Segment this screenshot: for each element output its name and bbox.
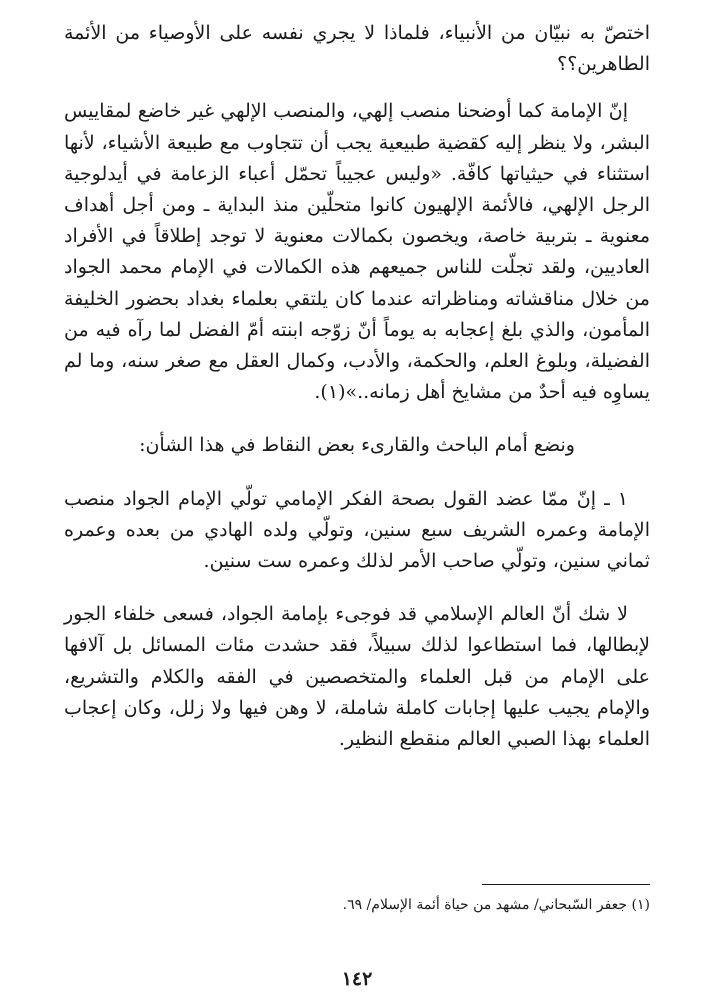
paragraph-spacer <box>64 80 650 96</box>
body-paragraph-5: لا شك أنّ العالم الإسلامي قد فوجىء بإمامة الجواد، فسعى خلفاء الجور لإبطالها، فما استطاعوا لذلك سبيلاً، فقد حشدت مئات المسائل بل آلافها على الإمام من قبل العلماء والمتخصصين في الفقه والكلام والتشريع، والإمام يجيب عليها إجابات كاملة شاملة، لا وهن فيها ولا زلل، وكان إعجاب العلماء بهذا الصبي العالم منقطع النظير. <box>64 603 650 751</box>
paragraph-spacer <box>64 462 650 484</box>
paragraph-spacer <box>64 408 650 430</box>
body-paragraph-3: ونضع أمام الباحث والقارىء بعض النقاط في هذا الشأن: <box>139 434 575 457</box>
page-number: ١٤٢ <box>341 968 373 990</box>
footnote: (١) جعفر السّبحاني/ مشهد من حياة أئمة الإسلام/ ٦٩. <box>342 897 650 913</box>
body-paragraph-4: ١ ـ إنّ ممّا عضد القول بصحة الفكر الإمامي تولّي الإمام الجواد منصب الإمامة وعمره الشريف سبع سنين، وتولّي ولده الهادي من بعده وعمره ثماني سنين، وتولّي صاحب الأمر لذلك وعمره ست سنين. <box>64 487 650 573</box>
body-paragraph-1: اختصّ به نبيّان من الأنبياء، فلماذا لا يجري نفسه على الأوصياء من الأئمة الطاهرين؟؟ <box>64 22 650 76</box>
body-paragraph-2: إنّ الإمامة كما أوضحنا منصب إلهي، والمنصب الإلهي غير خاضع لمقاييس البشر، ولا ينظر إليه كقضية طبيعية يجب أن تتجاوب مع طبيعة الأشياء، لأنها استثناء في حيثياتها كافّة. «وليس عجيباً تحمّل أعباء الزعامة في أيدلوجية الرجل الإلهي، فالأئمة الإلهيون كانوا متحلّين منذ البداية ـ ومن أجل أهداف معنوية ـ بتربية خاصة، ويخصون بكمالات معنوية لا توجد إطلاقاً في الأفراد العاديين، ولقد تجلّت للناس جميعهم هذه الكمالات في الإمام محمد الجواد من خلال مناقشاته ومناظراته عندما كان يلتقي بعلماء بغداد بحضور الخليفة المأمون، والذي بلغ إعجابه به يوماً أنّ زوّجه ابنته أمّ الفضل لما رآه فيه من الفضيلة، وبلوغ العلم، والحكمة، والأدب، وكمال العقل مع صغر سنه، وما لم يساوِه فيه أحدٌ من مشايخ أهل زمانه..»(١). <box>64 100 650 404</box>
book-page <box>64 18 650 993</box>
footnote-divider <box>482 884 650 885</box>
paragraph-spacer <box>64 577 650 599</box>
